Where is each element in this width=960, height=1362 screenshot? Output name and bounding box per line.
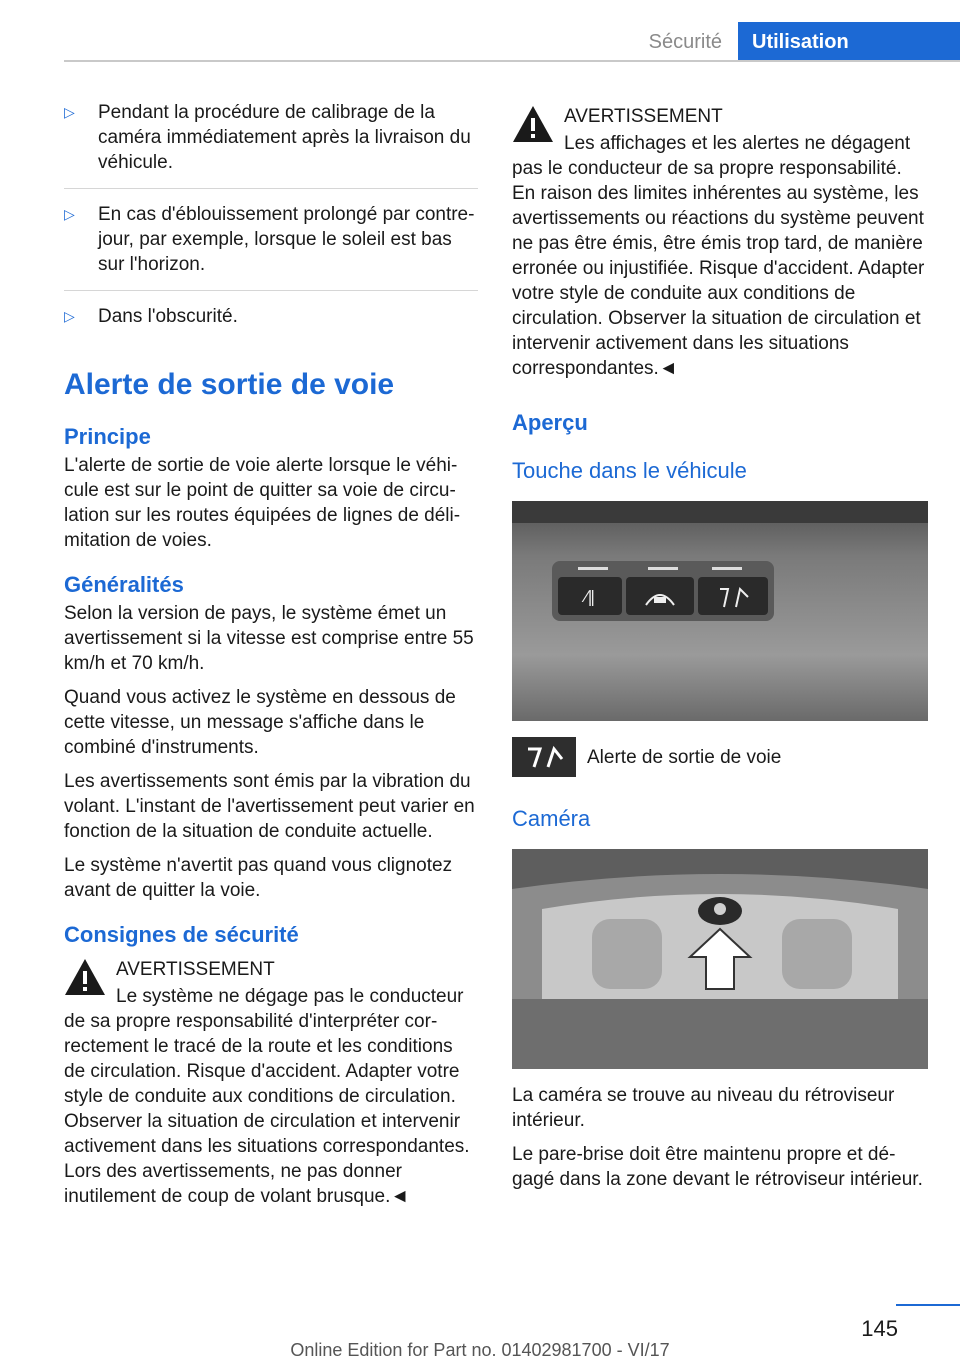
lane-departure-button-icon [512, 737, 576, 777]
warning-first-line: Les affichages et les alertes ne dégagent [564, 133, 911, 154]
camera-heading: Caméra [512, 806, 591, 831]
warning-triangle-icon [64, 957, 106, 997]
left-column [64, 100, 478, 1209]
page-title: Alerte de sortie de voie [64, 368, 395, 401]
footer-rule [896, 1304, 960, 1306]
page-number: 145 [861, 1316, 898, 1341]
svg-text:⁄‖: ⁄‖ [584, 587, 596, 606]
touche-heading: Touche dans le véhicule [512, 458, 747, 483]
camera-paragraph: Le pare-brise doit être maintenu propre et dégagé dans la zone devant le rétroviseur intérieur. [512, 1144, 923, 1190]
generalites-paragraph: Quand vous activez le système en dessous de cette vitesse, un message s'affiche dans le combiné d'instruments. [64, 687, 456, 758]
generalites-heading: Généralités [64, 572, 184, 597]
warning-title: AVERTISSEMENT [564, 106, 723, 127]
generalites-paragraph: Les avertissements sont émis par la vibration du volant. L'instant de l'avertissement peut varier en fonction de la situation de conduite actuelle. [64, 771, 475, 842]
button-caption: Alerte de sortie de voie [587, 746, 782, 768]
right-column [512, 104, 928, 1201]
apercu-heading: Aperçu [512, 410, 588, 435]
page-header [0, 0, 960, 62]
button-caption-row [512, 737, 928, 777]
camera-location-photo [512, 849, 928, 1069]
vehicle-buttons-photo [512, 501, 928, 721]
warning-triangle-icon [512, 104, 554, 144]
warning-text: de sa propre responsabilité d'interpréter correctement le tracé de la route et les conditions de circulation. Risque d'accident. Adapter votre style de conduite aux conditions de circulation. Observer la situation de circulation et intervenir activement dans les situations correspondantes. Lors des avertissements, ne pas donner inutilement de coup de volant brusque.◄ [64, 1011, 470, 1207]
bullet-item [64, 304, 478, 329]
consignes-heading: Consignes de sécurité [64, 922, 299, 947]
camera-paragraph: La caméra se trouve au niveau du rétroviseur intérieur. [512, 1085, 895, 1131]
footer-edition: Online Edition for Part no. 01402981700 - VI/17 [290, 1340, 670, 1360]
bullet-text: En cas d'éblouissement prolongé par contre-jour, par exemple, lorsque le soleil est bas sur l'horizon. [98, 204, 475, 275]
header-rule [64, 60, 960, 62]
bullet-text: Dans l'obscurité. [98, 306, 238, 327]
principe-heading: Principe [64, 424, 151, 449]
bullet-text: Pendant la procédure de calibrage de la caméra immédiatement après la livraison du véhicule. [98, 102, 471, 173]
generalites-paragraph: Le système n'avertit pas quand vous clignotez avant de quitter la voie. [64, 855, 453, 901]
bullet-item [64, 202, 478, 277]
principe-text: L'alerte de sortie de voie alerte lorsque le véhicule est sur le point de quitter sa voie de circulation sur les routes équipées de lignes de délimitation de voies. [64, 455, 461, 551]
warning-title: AVERTISSEMENT [116, 959, 275, 980]
triangle-bullet-icon: ▷ [64, 308, 75, 324]
divider [64, 290, 478, 291]
triangle-bullet-icon: ▷ [64, 206, 75, 222]
warning-text: pas le conducteur de sa propre responsabilité. En raison des limites inhérentes au système, les avertissements ou réactions du système peuvent ne pas être émis, être émis trop tard, de manière erronée ou injustifiée. Risque d'accident. Adapter votre style de conduite aux conditions de circulation. Observer la situation de circulation et intervenir activement dans les situations correspondantes.◄ [512, 158, 925, 379]
warning-block [512, 104, 928, 381]
bullet-item [64, 100, 478, 175]
warning-first-line: Le système ne dégage pas le conducteur [116, 986, 464, 1007]
triangle-bullet-icon: ▷ [64, 104, 75, 120]
divider [64, 188, 478, 189]
generalites-paragraph: Selon la version de pays, le système émet un avertissement si la vitesse est comprise entre 55 km/h et 70 km/h. [64, 603, 474, 674]
section-tab[interactable]: Sécurité [648, 31, 722, 53]
chapter-tab[interactable]: Utilisation [738, 22, 960, 62]
warning-block [64, 957, 478, 1209]
